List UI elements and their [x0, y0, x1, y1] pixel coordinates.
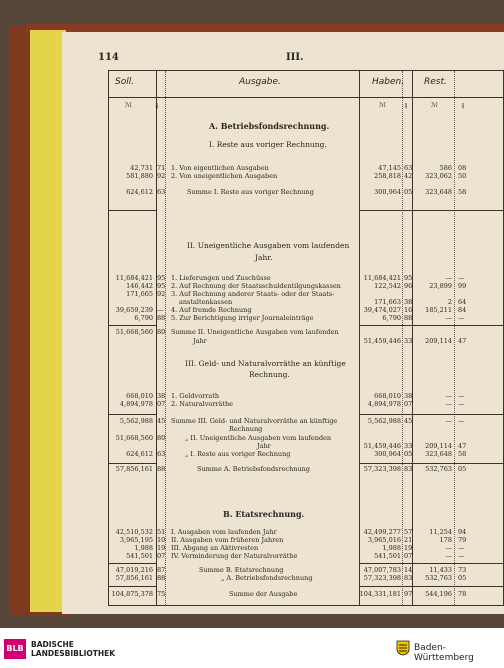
table-row: 4,894,978 07 2. Naturalvorräthe 4,894,978 07 — —	[119, 400, 465, 408]
page-edge-yellow	[30, 30, 66, 612]
table-row: 6,790 88 5. Zur Berichtigung irriger Journaleinträge 6,790 88 — —	[134, 314, 465, 322]
section-title-a: A. Betriebsfondsrechnung.	[209, 121, 330, 131]
footer-bar	[0, 628, 504, 668]
table-row: 5,562,988 45 Summe III. Geld- und Naturalvorräthe an künftige Rechnung 5,562,988 45 — —	[119, 417, 465, 433]
table-row: 581,880 92 2. Von uneigentlichen Ausgaben 258,818 42 323,062 50	[126, 172, 467, 180]
table-row: anstaltenkassen 171,663 38 2 64	[179, 298, 467, 306]
table-row: 624,612 63 „ I. Reste aus voriger Rechnung 300,964 05 323,648 58	[126, 450, 467, 458]
section-roman: III.	[286, 52, 304, 63]
table-row: 51,668,560 80 Summe II. Uneigentliche Ausgaben vom laufenden Jahr 51,459,446 33 209,114 47	[115, 328, 467, 345]
table-row: 668,010 38 1. Geldvorrath 668,010 38 — —	[126, 392, 465, 400]
table-row: 57,856,161 88 Summe A. Betriebsfondsrechnung 57,323,398 83 532,763 05	[115, 465, 467, 473]
section-title-iii: III. Geld- und Naturalvorräthe an künftige	[185, 359, 346, 368]
table-row: 39,659,239 — 4. Auf fremde Rechnung 39,474,027 16 185,211 84	[115, 306, 467, 314]
table-row: 624,612 63 Summe I. Reste aus voriger Rechnung 300,964 05 323,648 58	[126, 188, 467, 196]
section-title-iii-cont: Rechnung.	[249, 370, 290, 379]
table-row: 11,684,421 95 1. Lieferungen und Zuschüsse 11,684,421 95 — —	[115, 274, 465, 282]
table-row: 47,019,216 87 Summe B. Etatsrechnung 47,007,783 14 11,433 73	[115, 566, 467, 574]
unit-mark: ℳ	[125, 101, 132, 109]
table-row: 1,988 19 III. Abgang an Aktivresten 1,988 19 — —	[134, 544, 465, 552]
header-soll: Soll.	[115, 77, 135, 87]
header-ausgabe: Ausgabe.	[239, 77, 281, 87]
unit-pf: ₰	[461, 101, 465, 109]
section-title-ii-cont: Jahr.	[255, 253, 273, 262]
section-title-i: I. Reste aus voriger Rechnung.	[209, 140, 327, 149]
book-cover-edge	[26, 24, 504, 32]
blb-library-name: BADISCHE LANDESBIBLIOTHEK	[31, 640, 116, 658]
unit-mark: ℳ	[431, 101, 438, 109]
header-rest: Rest.	[424, 77, 447, 87]
table-row: 104,875,378 75 Summe der Ausgabe 104,331,181 97 544,196 78	[111, 590, 467, 598]
header-haben: Haben.	[372, 77, 405, 87]
section-title-ii: II. Uneigentliche Ausgaben vom laufenden	[187, 241, 350, 250]
table-row: 51,668,560 80 „ II. Uneigentliche Ausgaben vom laufenden Jahr 51,459,446 33 209,114 47	[115, 434, 467, 450]
table-row: 42,731 71 1. Von eigentlichen Ausgaben 47,145 63 586 08	[130, 164, 467, 172]
table-row: 541,501 07 IV. Verminderung der Naturalvorräthe 541,501 07 — —	[126, 552, 465, 560]
table-row: 171,665 92 3. Auf Rechnung anderer Staats- oder der Staats-	[126, 290, 335, 298]
table-row: 146,442 95 2. Auf Rechnung der Staatsschuldentilgungskassen 122,542 96 23,899 99	[126, 282, 467, 290]
table-row: 42,510,532 51 I. Ausgaben vom laufenden Jahr 42,499,277 57 11,254 94	[115, 528, 467, 536]
page-number: 114	[98, 52, 119, 63]
blb-logo: BLB	[4, 639, 26, 659]
baden-wuerttemberg-crest-icon	[396, 640, 410, 656]
ledger-table	[108, 70, 504, 606]
table-row: 57,856,161 88 „ A. Betriebsfondsrechnung 57,323,398 83 532,763 05	[115, 574, 467, 582]
section-title-b: B. Etatsrechnung.	[223, 509, 305, 519]
unit-mark: ℳ	[379, 101, 386, 109]
unit-pf: ₰	[404, 101, 408, 109]
document-page	[62, 32, 504, 614]
table-row: 3,965,195 10 II. Ausgaben vom früheren Jahren 3,965,016 21 178 79	[119, 536, 467, 544]
baden-wuerttemberg-label: Baden-Württemberg	[414, 643, 474, 663]
unit-pf: ₰	[155, 101, 159, 109]
